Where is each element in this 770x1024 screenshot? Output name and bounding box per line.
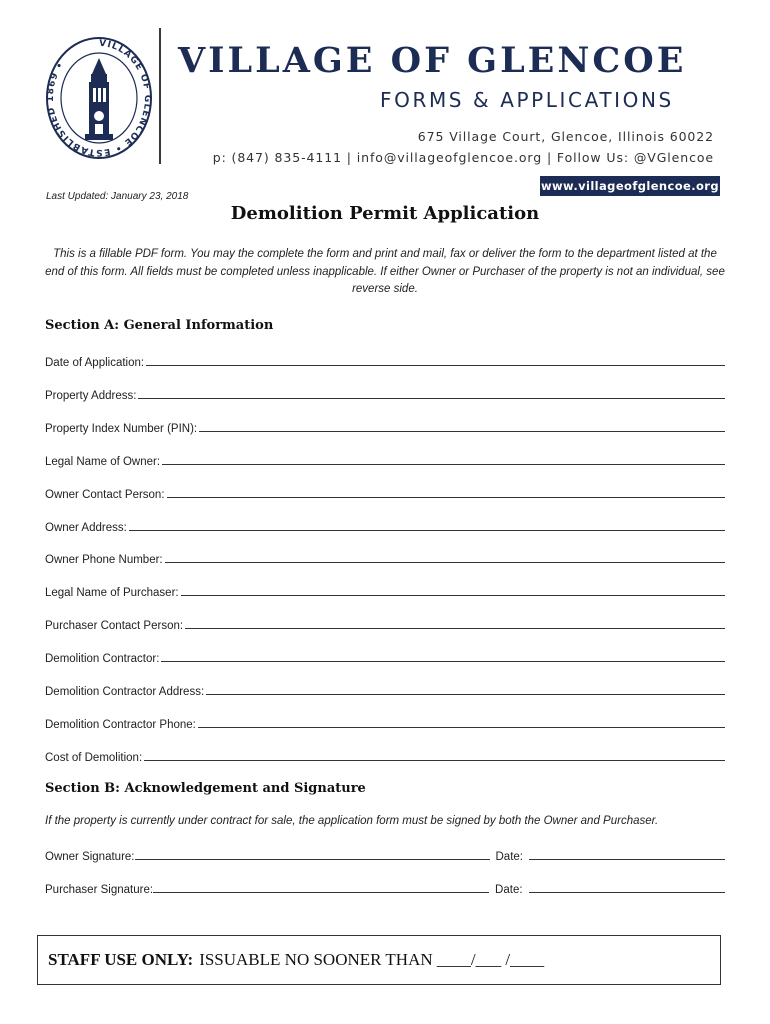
owner-date-label: Date: xyxy=(495,851,523,863)
form-field-input[interactable] xyxy=(198,726,725,728)
form-field-row xyxy=(45,516,725,534)
form-field-label: Legal Name of Purchaser: xyxy=(45,587,179,600)
form-field-input[interactable] xyxy=(206,693,725,695)
form-field-label: Demolition Contractor Address: xyxy=(45,686,205,698)
owner-date-field[interactable] xyxy=(529,858,725,860)
village-seal-logo xyxy=(45,34,153,160)
form-field-row xyxy=(45,483,725,501)
form-field-label: Property Address: xyxy=(45,389,137,402)
purchaser-signature-field[interactable] xyxy=(153,891,489,893)
form-field-label: Property Index Number (PIN): xyxy=(45,422,198,435)
last-updated: Last Updated: January 23, 2018 xyxy=(46,191,189,202)
org-title: VILLAGE OF GLENCOE xyxy=(178,40,687,81)
form-field-input[interactable] xyxy=(144,759,725,761)
form-field-label: Owner Phone Number: xyxy=(45,554,163,567)
form-field-label: Demolition Contractor Phone: xyxy=(45,718,196,731)
form-field-label: Demolition Contractor: xyxy=(45,653,160,666)
form-field-row xyxy=(45,417,725,435)
org-subtitle: FORMS & APPLICATIONS xyxy=(380,88,674,112)
form-field-row xyxy=(45,351,725,369)
purchaser-date-label: Date: xyxy=(495,884,523,896)
seal-text: VILLAGE OF GLENCOE • ESTABLISHED 1869 • xyxy=(45,38,153,158)
website-banner[interactable]: www.villageofglencoe.org xyxy=(540,176,720,196)
owner-signature-label: Owner Signature: xyxy=(45,851,135,863)
purchaser-signature-row xyxy=(45,878,725,896)
staff-use-text: ISSUABLE NO SOONER THAN ____/___ /____ xyxy=(199,950,545,969)
form-field-input[interactable] xyxy=(138,397,725,399)
purchaser-signature-label: Purchaser Signature: xyxy=(45,884,154,896)
form-field-label: Purchaser Contact Person: xyxy=(45,620,184,633)
section-b-heading: Section B: Acknowledgement and Signature xyxy=(45,781,366,796)
form-field-row xyxy=(45,450,725,468)
form-field-label: Owner Address: xyxy=(45,521,127,534)
form-field-input[interactable] xyxy=(161,660,725,662)
owner-signature-row xyxy=(45,845,725,863)
form-field-input[interactable] xyxy=(129,529,725,531)
page-title: Demolition Permit Application xyxy=(230,203,540,224)
section-a-heading: Section A: General Information xyxy=(45,318,274,333)
form-field-input[interactable] xyxy=(199,430,725,432)
form-field-label: Legal Name of Owner: xyxy=(45,455,161,468)
staff-use-box xyxy=(37,935,721,985)
form-field-row xyxy=(45,647,725,665)
form-field-input[interactable] xyxy=(181,594,725,596)
form-field-row xyxy=(45,713,725,731)
purchaser-date-field[interactable] xyxy=(529,891,725,893)
form-field-label: Cost of Demolition: xyxy=(45,751,143,764)
header-divider xyxy=(159,28,161,164)
form-field-row xyxy=(45,581,725,599)
form-field-row xyxy=(45,680,725,698)
acknowledgement-note: If the property is currently under contract for sale, the application form must be signed by both the Owner and Purchaser. xyxy=(45,815,659,827)
intro-text: This is a fillable PDF form. You may the complete the form and print and mail, fax or deliver the form to the department listed at the end of this form. All fields must be completed unless inapplicable. If either Owner or Purchaser of the property is not an individual, see reverse side. xyxy=(45,248,725,295)
form-field-input[interactable] xyxy=(162,463,725,465)
form-field-input[interactable] xyxy=(165,561,725,563)
form-field-input[interactable] xyxy=(185,627,725,629)
org-contact: p: (847) 835-4111 | info@villageofglencoe.org | Follow Us: @VGlencoe xyxy=(212,150,714,165)
form-field-label: Date of Application: xyxy=(45,357,145,369)
form-field-row xyxy=(45,548,725,566)
owner-signature-field[interactable] xyxy=(135,858,490,860)
org-address: 675 Village Court, Glencoe, Illinois 60022 xyxy=(417,129,714,144)
form-field-input[interactable] xyxy=(146,364,725,366)
staff-use-label: STAFF USE ONLY: xyxy=(48,950,194,969)
form-field-row xyxy=(45,614,725,632)
form-field-row xyxy=(45,746,725,764)
form-field-input[interactable] xyxy=(167,496,725,498)
form-field-row xyxy=(45,384,725,402)
form-field-label: Owner Contact Person: xyxy=(45,488,165,501)
